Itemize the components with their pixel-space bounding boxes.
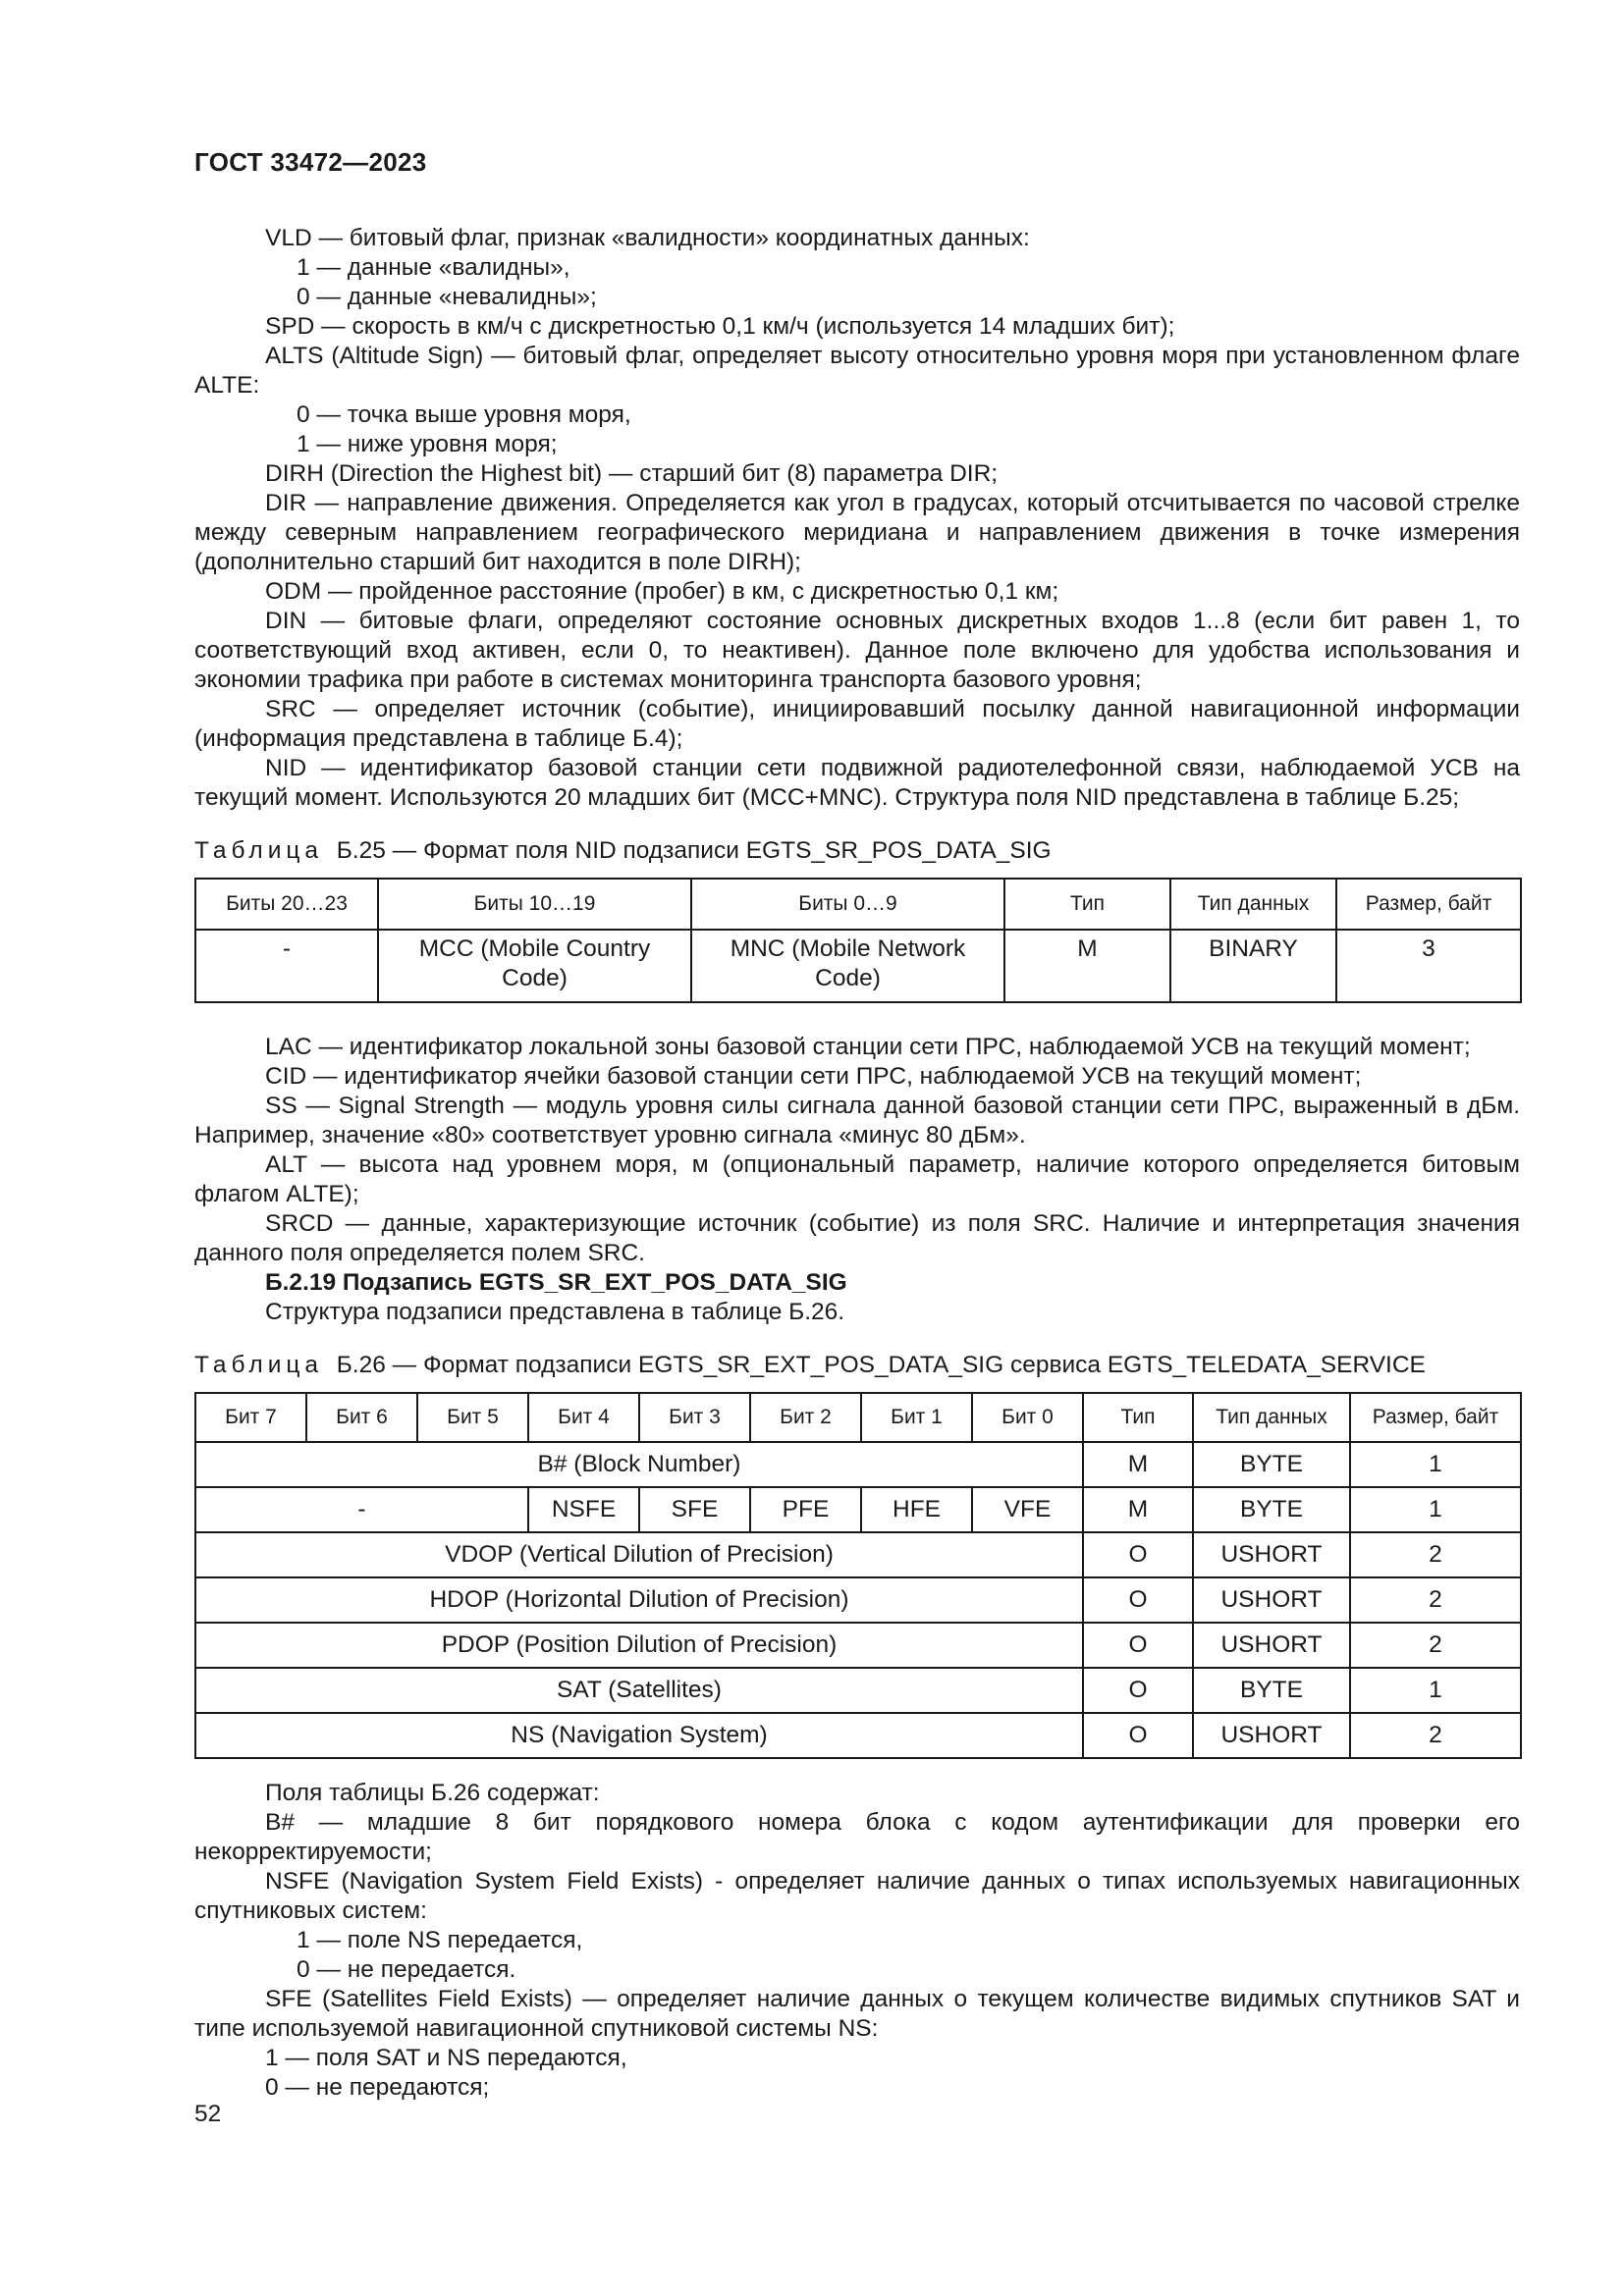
paragraph: ALTS (Altitude Sign) — битовый флаг, определяет высоту относительно уровня моря при установленном флаге ALTE: [194,343,1520,399]
paragraph: 1 — поле NS передается, [297,1927,583,1953]
table-cell: VDOP (Vertical Dilution of Precision) [195,1532,1083,1577]
table-header-cell: Тип данных [1170,879,1336,930]
table-header-cell: Бит 3 [639,1393,750,1442]
paragraph: LAC — идентификатор локальной зоны базовой станции сети ПРС, наблюдаемой УСВ на текущий момент; [265,1034,1471,1060]
table-header-cell: Бит 1 [861,1393,972,1442]
table-cell: 2 [1350,1532,1521,1577]
page-number: 52 [194,2101,222,2127]
definitions-block-1 [194,224,1520,813]
table-row [195,1623,1521,1668]
paragraph: Структура подзаписи представлена в таблице Б.26. [265,1299,845,1325]
table-row [195,1442,1521,1487]
table-cell: USHORT [1193,1713,1350,1758]
table-row [195,930,1521,1002]
table-header-cell: Биты 0…9 [691,879,1004,930]
table-cell: O [1083,1532,1193,1577]
table-cell: SAT (Satellites) [195,1668,1083,1713]
table-header-cell: Размер, байт [1336,879,1521,930]
table-cell: BYTE [1193,1442,1350,1487]
caption-text: Б.25 — Формат поля NID подзаписи EGTS_SR_POS_DATA_SIG [336,837,1052,864]
table-cell: PDOP (Position Dilution of Precision) [195,1623,1083,1668]
table-row [195,1487,1521,1532]
table-header-cell: Бит 0 [972,1393,1083,1442]
table-cell: BINARY [1170,930,1336,1002]
table-cell: BYTE [1193,1668,1350,1713]
table-cell: SFE [639,1487,750,1532]
table-header-cell: Бит 2 [750,1393,861,1442]
table-cell: B# (Block Number) [195,1442,1083,1487]
paragraph: VLD — битовый флаг, признак «валидности» координатных данных: [265,225,1030,251]
caption-word: Таблица [194,837,324,864]
table-25 [194,878,1522,1003]
paragraph: 0 — не передаются; [265,2074,490,2101]
table-header-cell: Бит 5 [417,1393,528,1442]
table-row [195,1577,1521,1623]
table-header-cell: Биты 20…23 [195,879,378,930]
table-cell: BYTE [1193,1487,1350,1532]
table-cell: O [1083,1577,1193,1623]
table-cell: M [1004,930,1170,1002]
paragraph: Поля таблицы Б.26 содержат: [265,1780,600,1806]
table-header-cell: Биты 10…19 [378,879,691,930]
table-header-cell: Размер, байт [1350,1393,1521,1442]
paragraph: 0 — не передается. [297,1956,516,1983]
caption-word: Таблица [194,1352,324,1378]
table-header-cell: Тип данных [1193,1393,1350,1442]
table-header-row [195,879,1521,930]
table-25-caption [194,836,1052,866]
paragraph: ALT — высота над уровнем моря, м (опциональный параметр, наличие которого определяется битовым флагом ALTE); [194,1151,1520,1207]
table-cell: 1 [1350,1442,1521,1487]
table-cell: - [195,930,378,1002]
table-cell: 2 [1350,1577,1521,1623]
definitions-block-3 [194,1779,1520,2103]
paragraph: SS — Signal Strength — модуль уровня силы сигнала данной базовой станции сети ПРС, выраженный в дБм. Например, значение «80» соответствует уровню сигнала «минус 80 дБм». [194,1093,1520,1148]
table-header-cell: Тип [1004,879,1170,930]
paragraph: 0 — данные «невалидны»; [297,284,597,310]
paragraph: 0 — точка выше уровня моря, [297,401,631,428]
table-cell: NSFE [528,1487,639,1532]
table-26-caption [194,1351,1426,1380]
table-cell: 1 [1350,1487,1521,1532]
table-cell: O [1083,1623,1193,1668]
table-cell: PFE [750,1487,861,1532]
paragraph: 1 — данные «валидны», [297,254,570,281]
paragraph: B# — младшие 8 бит порядкового номера блока с кодом аутентификации для проверки его некорректируемости; [194,1809,1520,1865]
table-cell: 2 [1350,1713,1521,1758]
table-cell: MNC (Mobile Network Code) [691,930,1004,1002]
paragraph: DIR — направление движения. Определяется как угол в градусах, который отсчитывается по часовой стрелке между северным направлением географического меридиана и направлением движения в точке измерения (дополнительно старший бит находится в поле DIRH); [194,490,1520,575]
paragraph: 1 — поля SAT и NS передаются, [265,2045,627,2071]
table-cell: - [195,1487,528,1532]
document-header: ГОСТ 33472—2023 [194,147,427,177]
paragraph: DIN — битовые флаги, определяют состояние основных дискретных входов 1...8 (если бит равен 1, то соответствующий вход активен, если 0, то неактивен). Данное поле включено для удобства использования и экономии трафика при работе в системах мониторинга транспорта базового уровня; [194,608,1520,693]
paragraph: SFE (Satellites Field Exists) — определяет наличие данных о текущем количестве видимых спутников SAT и типе используемой навигационной спутниковой системы NS: [194,1986,1520,2042]
table-cell: 1 [1350,1668,1521,1713]
table-cell: USHORT [1193,1623,1350,1668]
table-cell: O [1083,1713,1193,1758]
paragraph: SRC — определяет источник (событие), инициировавший посылку данной навигационной информации (информация представлена в таблице Б.4); [194,696,1520,752]
table-header-cell: Тип [1083,1393,1193,1442]
table-row [195,1532,1521,1577]
table-cell: 3 [1336,930,1521,1002]
table-cell: M [1083,1487,1193,1532]
table-header-cell: Бит 7 [195,1393,306,1442]
paragraph: SRCD — данные, характеризующие источник (событие) из поля SRC. Наличие и интерпретация значения данного поля определяется полем SRC. [194,1210,1520,1266]
paragraph: 1 — ниже уровня моря; [297,431,558,457]
caption-text: Б.26 — Формат подзаписи EGTS_SR_EXT_POS_DATA_SIG сервиса EGTS_TELEDATA_SERVICE [336,1352,1426,1378]
table-cell: NS (Navigation System) [195,1713,1083,1758]
table-header-cell: Бит 6 [306,1393,417,1442]
table-cell: HFE [861,1487,972,1532]
paragraph: DIRH (Direction the Highest bit) — старший бит (8) параметра DIR; [265,460,999,487]
paragraph: ODM — пройденное расстояние (пробег) в км, с дискретностью 0,1 км; [265,578,1059,605]
table-cell: VFE [972,1487,1083,1532]
section-heading: Б.2.19 Подзапись EGTS_SR_EXT_POS_DATA_SIG [265,1269,847,1296]
table-cell: HDOP (Horizontal Dilution of Precision) [195,1577,1083,1623]
table-header-cell: Бит 4 [528,1393,639,1442]
paragraph: SPD — скорость в км/ч с дискретностью 0,1 км/ч (используется 14 младших бит); [265,313,1175,340]
table-cell: MCC (Mobile Country Code) [378,930,691,1002]
table-cell: USHORT [1193,1532,1350,1577]
paragraph: CID — идентификатор ячейки базовой станции сети ПРС, наблюдаемой УСВ на текущий момент; [265,1063,1362,1090]
table-header-row [195,1393,1521,1442]
table-row [195,1668,1521,1713]
table-cell: O [1083,1668,1193,1713]
table-cell: M [1083,1442,1193,1487]
table-row [195,1713,1521,1758]
table-26 [194,1392,1522,1759]
table-cell: USHORT [1193,1577,1350,1623]
paragraph: NID — идентификатор базовой станции сети подвижной радиотелефонной связи, наблюдаемой УСВ на текущий момент. Используются 20 младших бит (MCC+MNC). Структура поля NID представлена в таблице Б.25; [194,755,1520,811]
paragraph: NSFE (Navigation System Field Exists) - определяет наличие данных о типах используемых навигационных спутниковых систем: [194,1868,1520,1924]
table-cell: 2 [1350,1623,1521,1668]
definitions-block-2 [194,1033,1520,1327]
